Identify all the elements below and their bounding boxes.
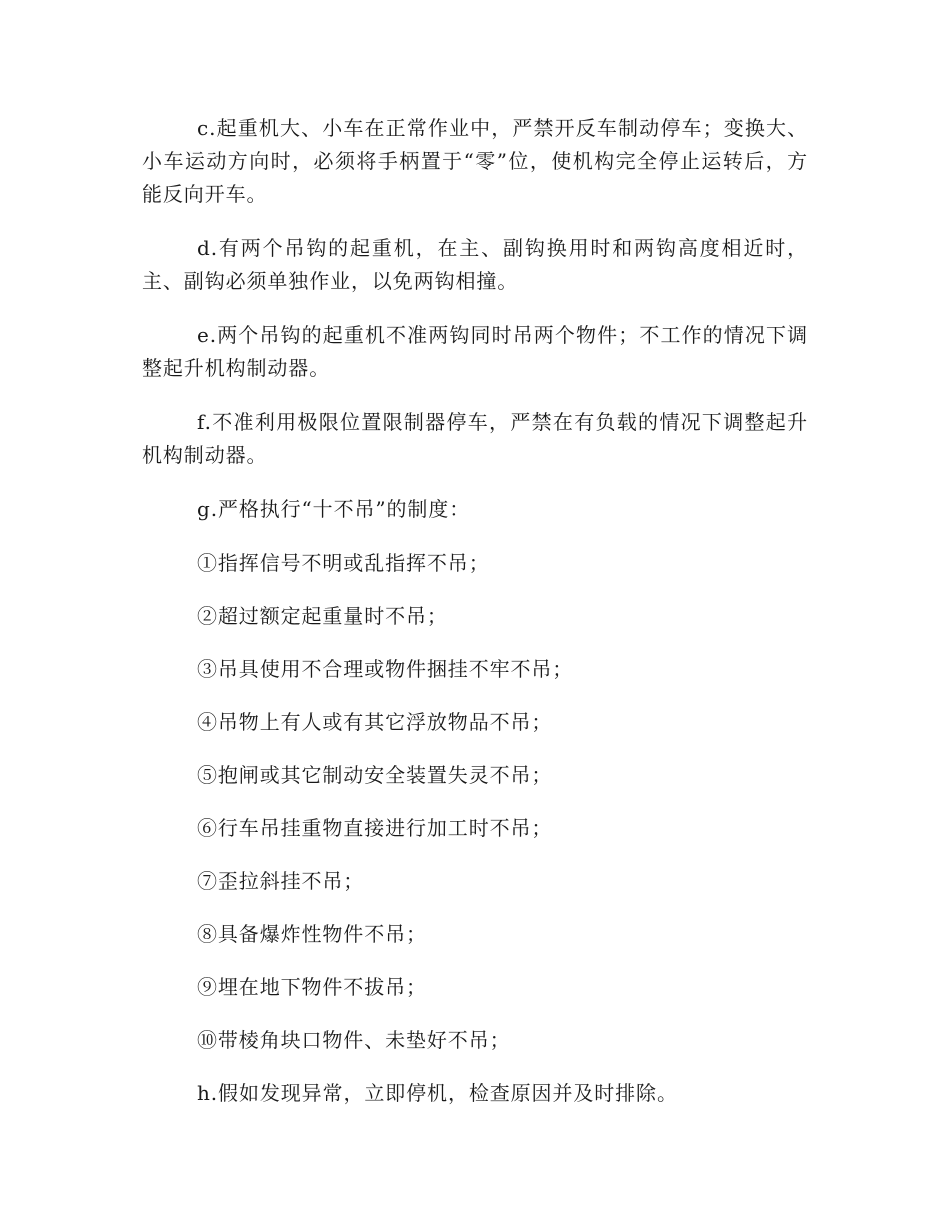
list-item: ⑩带棱角块口物件、未垫好不吊； — [197, 1028, 511, 1052]
paragraph-g: g.严格执行“十不吊”的制度： — [197, 497, 471, 521]
list-item: ⑦歪拉斜挂不吊； — [197, 869, 365, 893]
list-item: ③吊具使用不合理或物件捆挂不牢不吊； — [197, 657, 574, 681]
paragraph-h: h.假如发现异常，立即停机，检查原因并及时排除。 — [197, 1081, 678, 1105]
list-item: ④吊物上有人或有其它浮放物品不吊； — [197, 710, 553, 734]
list-item: ⑨埋在地下物件不拔吊； — [197, 975, 427, 999]
list-item: ①指挥信号不明或乱指挥不吊； — [197, 551, 490, 575]
paragraph-e: e.两个吊钩的起重机不准两钩同时吊两个物件；不工作的情况下调整起升机构制动器。 — [142, 323, 808, 380]
paragraph-f: f.不准利用极限位置限制器停车，严禁在有负载的情况下调整起升机构制动器。 — [142, 410, 808, 467]
paragraph-c: c.起重机大、小车在正常作业中，严禁开反车制动停车；变换大、小车运动方向时，必须将手柄置于“零”位，使机构完全停止运转后，方能反向开车。 — [142, 116, 808, 206]
list-item: ⑥行车吊挂重物直接进行加工时不吊； — [197, 816, 553, 840]
list-item: ②超过额定起重量时不吊； — [197, 604, 448, 628]
document-body — [142, 112, 808, 1131]
list-item: ⑧具备爆炸性物件不吊； — [197, 922, 427, 946]
paragraph-d: d.有两个吊钩的起重机，在主、副钩换用时和两钩高度相近时，主、副钩必须单独作业，以免两钩相撞。 — [142, 236, 808, 293]
list-item: ⑤抱闸或其它制动安全装置失灵不吊； — [197, 763, 553, 787]
